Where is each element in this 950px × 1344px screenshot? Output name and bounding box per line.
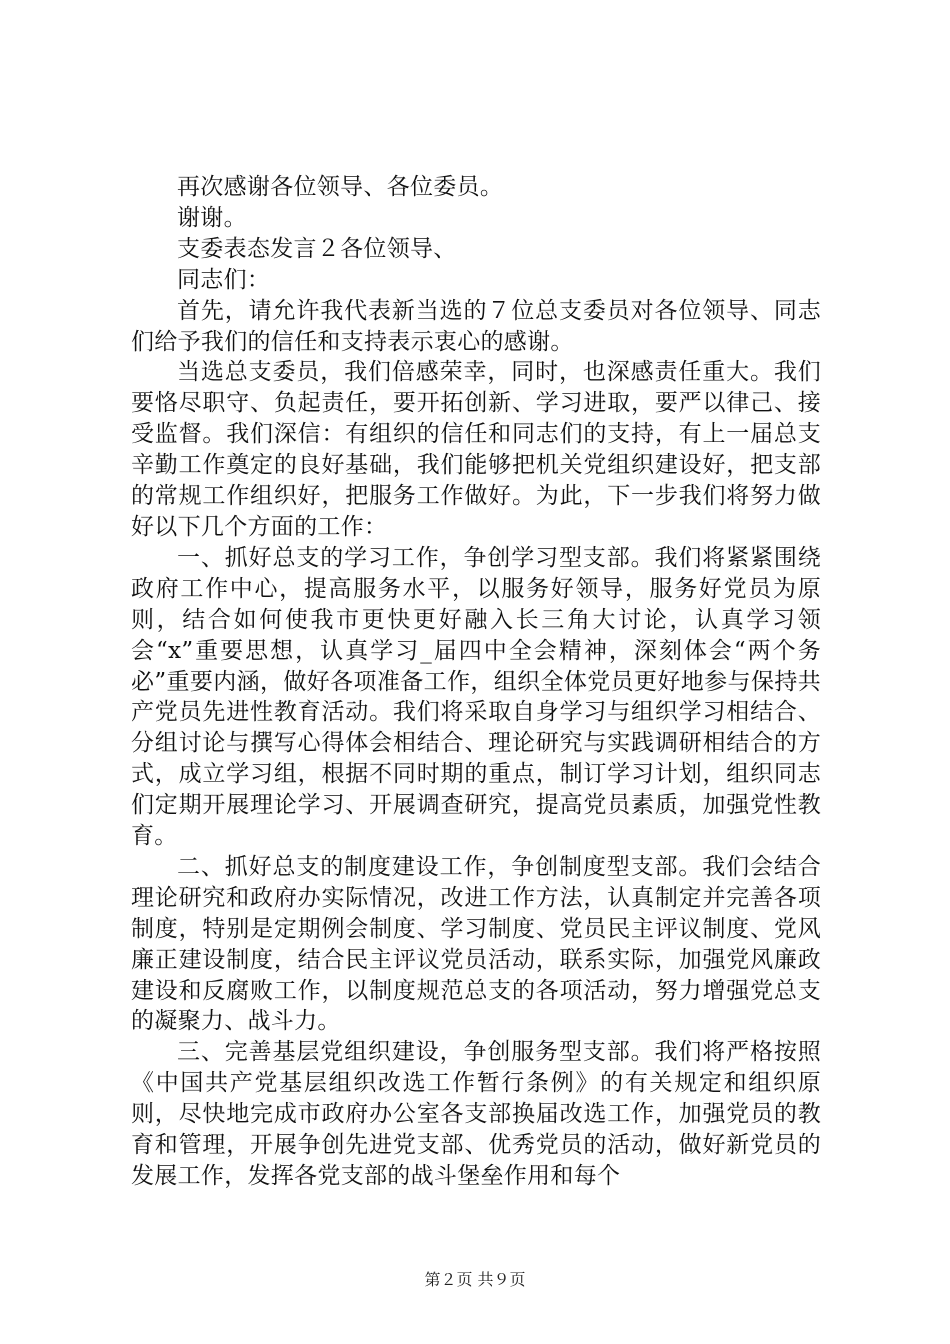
paragraph-item-2-system: 二、抓好总支的制度建设工作，争创制度型支部。我们会结合理论研究和政府办实际情况，改进工作方法，认真制定并完善各项制度，特别是定期例会制度、学习制度、党员民主评议制度、党风廉正建设制度，结合民主评议党员活动，联系实际，加强党风廉政建设和反腐败工作，以制度规范总支的各项活动，努力增强党总支的凝聚力、战斗力。 bbox=[131, 853, 821, 1035]
paragraph-item-1-study: 一、抓好总支的学习工作，争创学习型支部。我们将紧紧围绕政府工作中心，提高服务水平，以服务好领导，服务好党员为原则，结合如何使我市更快更好融入长三角大讨论，认真学习领会“x”重要思想，认真学习_届四中全会精神，深刻体会“两个务必”重要内涵，做好各项准备工作，组织全体党员更好地参与保持共产党员先进性教育活动。我们将采取自身学习与组织学习相结合、分组讨论与撰写心得体会相结合、理论研究与实践调研相结合的方式，成立学习组，根据不同时期的重点，制订学习计划，组织同志们定期开展理论学习、开展调查研究，提高党员素质，加强党性教育。 bbox=[131, 544, 821, 850]
paragraph-commitment: 当选总支委员，我们倍感荣幸，同时，也深感责任重大。我们要恪尽职守、负起责任，要开拓创新、学习进取，要严以律己、接受监督。我们深信：有组织的信任和同志们的支持，有上一届总支辛勤工作奠定的良好基础，我们能够把机关党组织建设好，把支部的常规工作组织好，把服务工作做好。为此，下一步我们将努力做好以下几个方面的工作： bbox=[131, 359, 821, 540]
paragraph-thanks-again: 再次感谢各位领导、各位委员。 bbox=[177, 174, 504, 200]
paragraph-item-3-service: 三、完善基层党组织建设，争创服务型支部。我们将严格按照《中国共产党基层组织改选工作暂行条例》的有关规定和组织原则，尽快地完成市政府办公室各支部换届改选工作，加强党员的教育和管理，开展争创先进党支部、优秀党员的活动，做好新党员的发展工作，发挥各党支部的战斗堡垒作用和每个 bbox=[131, 1039, 821, 1189]
paragraph-opening: 首先，请允许我代表新当选的７位总支委员对各位领导、同志们给予我们的信任和支持表示衷心的感谢。 bbox=[131, 297, 821, 355]
page-number-footer: 第２页 共９页 bbox=[424, 1270, 526, 1289]
paragraph-salutation: 同志们： bbox=[177, 266, 271, 293]
paragraph-speech-title: 支委表态发言２各位领导、 bbox=[177, 235, 457, 262]
paragraph-thank-you: 谢谢。 bbox=[177, 204, 247, 231]
document-body bbox=[131, 172, 821, 1192]
